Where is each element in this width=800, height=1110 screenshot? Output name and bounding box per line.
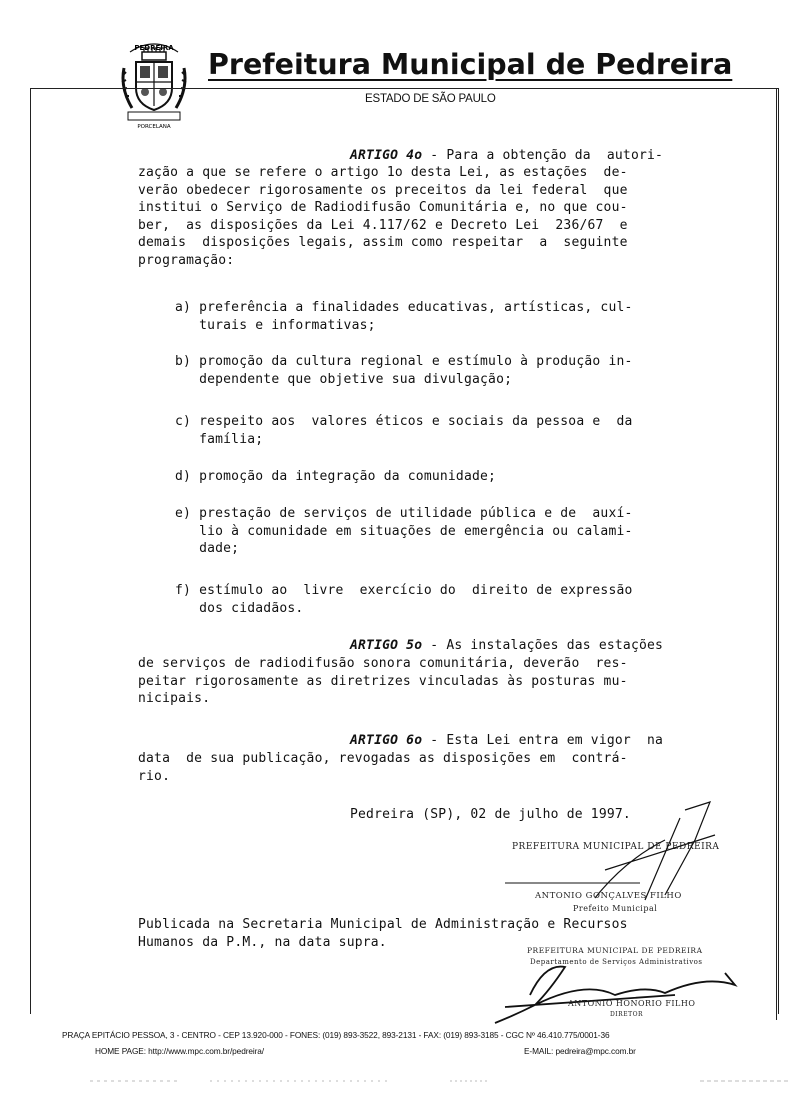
- page-title: Prefeitura Municipal de Pedreira: [208, 48, 733, 81]
- publicada-line: Publicada na Secretaria Municipal de Administração e Recursos: [138, 917, 628, 932]
- stamp1-org: PREFEITURA MUNICIPAL DE PEDREIRA: [512, 842, 720, 852]
- artigo6-line1: - Esta Lei entra em vigor na: [422, 733, 664, 748]
- item-f: f) estímulo ao livre exercício do direito de expressão dos cidadãos.: [175, 583, 633, 616]
- artigo5-line: de serviços de radiodifusão sonora comunitária, deverão res-: [138, 656, 628, 671]
- item-c: c) respeito aos valores éticos e sociais da pessoa e da família;: [175, 414, 633, 447]
- artigo4-label: ARTIGO 4o: [350, 148, 423, 163]
- footer-address: PRAÇA EPITÁCIO PESSOA, 3 - CENTRO - CEP 13.920-000 - FONES: (019) 893-3522, 893-2131 - FAX: (019) 893-3185 - CGC Nº 46.410.775/0001-36: [62, 1030, 610, 1040]
- artigo5-line: peitar rigorosamente as diretrizes vinculadas às posturas mu-: [138, 673, 628, 689]
- stamp1-role: Prefeito Municipal: [573, 904, 658, 913]
- item-b: b) promoção da cultura regional e estímulo à produção in- dependente que objetive sua divulgação;: [175, 354, 633, 387]
- artigo4-line1: - Para a obtenção da autori-: [422, 148, 664, 163]
- artigo4-line: programação:: [138, 253, 235, 268]
- stamp2-name: ANTONIO HONORIO FILHO: [568, 999, 696, 1008]
- artigo6-first-line: [350, 732, 663, 750]
- page-subtitle: ESTADO DE SÃO PAULO: [365, 93, 496, 105]
- signature-director-icon: [475, 955, 765, 1030]
- artigo6-line: data de sua publicação, revogadas as disposições em contrá-: [138, 751, 628, 766]
- crest-text-top: PEDREIRA: [134, 44, 174, 52]
- stamp2-dept: Departamento de Serviços Administrativos: [530, 958, 703, 966]
- date-line: Pedreira (SP), 02 de julho de 1997.: [350, 807, 631, 822]
- scan-noise-divider: [90, 1078, 790, 1084]
- artigo5-first-line: [350, 637, 663, 655]
- item-a: a) preferência a finalidades educativas, artísticas, cul- turais e informativas;: [175, 300, 633, 333]
- stamp1-name: ANTONIO GONÇALVES FILHO: [535, 891, 682, 901]
- artigo5-line1: - As instalações das estações: [422, 638, 664, 653]
- publicada-line: Humanos da P.M., na data supra.: [138, 935, 387, 950]
- artigo4-first-line: [350, 147, 663, 165]
- crest-text-bottom: PORCELANA: [137, 124, 171, 130]
- footer-email: E-MAIL: pedreira@mpc.com.br: [524, 1046, 636, 1056]
- artigo4-line: zação a que se refere o artigo 1o desta Lei, as estações de-: [138, 165, 628, 180]
- footer-homepage: HOME PAGE: http://www.mpc.com.br/pedreira/: [95, 1046, 265, 1056]
- artigo5-line: nicipais.: [138, 691, 211, 707]
- artigo4-line: ber, as disposições da Lei 4.117/62 e Decreto Lei 236/67 e: [138, 217, 628, 233]
- artigo4-line: verão obedecer rigorosamente os preceitos da lei federal que: [138, 182, 628, 198]
- artigo5-label: ARTIGO 5o: [350, 638, 423, 653]
- artigo6-label: ARTIGO 6o: [350, 733, 423, 748]
- artigo6-line: rio.: [138, 768, 171, 784]
- artigo4-line: demais disposições legais, assim como respeitar a seguinte: [138, 235, 628, 251]
- item-d: d) promoção da integração da comunidade;: [175, 469, 497, 484]
- artigo4-line: institui o Serviço de Radiodifusão Comunitária e, no que cou-: [138, 200, 628, 216]
- stamp2-org: PREFEITURA MUNICIPAL DE PEDREIRA: [527, 946, 703, 955]
- item-e: e) prestação de serviços de utilidade pública e de auxí- lio à comunidade em situações de emergência ou calami- dade;: [175, 506, 633, 557]
- page-frame-right: [776, 88, 777, 1020]
- stamp2-role: DIRETOR: [610, 1011, 644, 1018]
